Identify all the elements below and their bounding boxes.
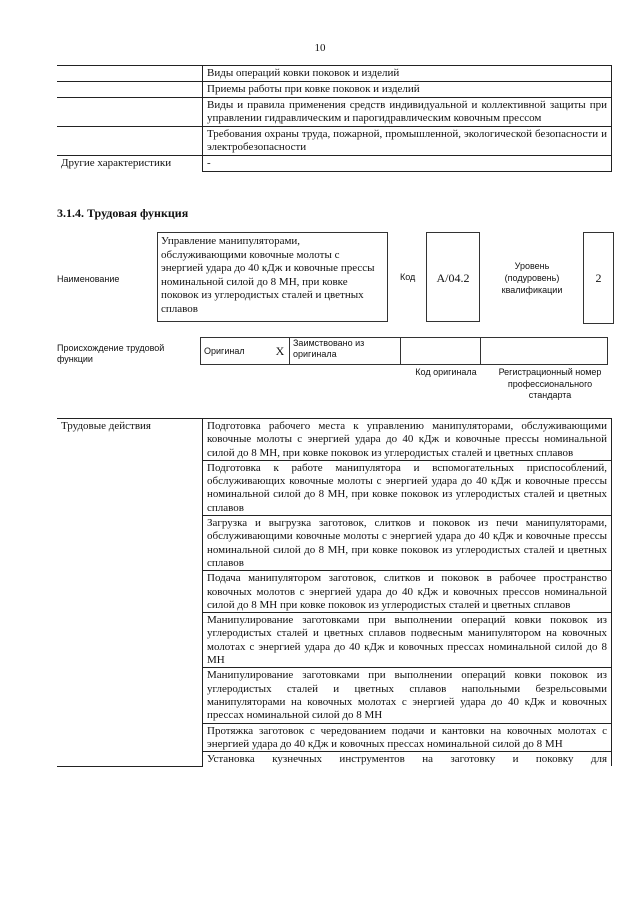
- origin-table: [200, 337, 608, 365]
- row-text: Приемы работы при ковке поковок и изделий: [203, 82, 612, 98]
- list-item: Подача манипулятором заготовок, слитков и поковок в рабочее пространство ковочных молотов с энергией удара до 40 кДж и ковочных прессов номинальной силой до 8 МН при ковке поковок из углеродистых сталей и цветных сплавов: [203, 571, 612, 613]
- level-label: Уровень (подуровень) квалификации: [501, 261, 563, 295]
- labor-actions-label: Трудовые действия: [57, 419, 203, 767]
- original-mark: X: [271, 338, 290, 365]
- list-item: Манипулирование заготовками при выполнении операций ковки поковок из углеродистых сталей и цветных сплавов напольными безрельсовыми манипуляторами на ковочных молотах с энергией удара до 40 кДж и ковочных прессах номинальной силой до 8 МН: [203, 668, 612, 723]
- table-row: [57, 127, 612, 156]
- row-label: [57, 98, 203, 127]
- table-row: [57, 156, 612, 172]
- row-text: Виды операций ковки поковок и изделий: [203, 66, 612, 82]
- other-characteristics-value: -: [203, 156, 612, 172]
- list-item: Загрузка и выгрузка заготовок, слитков и поковок из печи манипуляторами, обслуживающими ковочные молоты с энергией удара до 40 кДж и ковочные прессы номинальной силой до 8 МН, при ковке поковок из углеродистых сталей и цветных сплавов: [203, 516, 612, 571]
- list-item: Подготовка рабочего места к управлению манипуляторами, обслуживающими ковочные молоты с энергией удара до 40 кДж и ковочные прессы номинальной силой до 8 МН, при ковке поковок из углеродистых сталей и цветных сплавов: [203, 419, 612, 461]
- table-row: [57, 82, 612, 98]
- list-item: Протяжка заготовок с чередованием подачи и кантовки на ковочных молотах с энергией удара до 40 кДж и ковочных прессах номинальной силой до 8 МН: [203, 723, 612, 752]
- code-label: Код: [400, 272, 416, 282]
- row-text: Требования охраны труда, пожарной, промышленной, экологической безопасности и электробезопасности: [203, 127, 612, 156]
- table-row: [57, 419, 612, 461]
- code-original-label: Код оригинала: [415, 367, 477, 377]
- row-text: Виды и правила применения средств индивидуальной и коллективной защиты при управлении гидравлическим и парогидравлическим ковочным прессом: [203, 98, 612, 127]
- borrowed-label: Заимствовано из оригинала: [290, 338, 401, 365]
- reg-number-label: Регистрационный номер профессионального стандарта: [498, 367, 602, 400]
- code-value: A/04.2: [426, 232, 480, 322]
- other-characteristics-label: Другие характеристики: [57, 156, 203, 172]
- list-item: Установка кузнечных инструментов на заготовку и поковку для: [203, 752, 612, 767]
- level-value: 2: [583, 232, 614, 324]
- labor-actions-table: [57, 418, 612, 767]
- name-label: Наименование: [57, 274, 120, 284]
- code-original-cell: [401, 338, 481, 365]
- row-label: [57, 66, 203, 82]
- table-row: [57, 98, 612, 127]
- origin-label: Происхождение трудовой функции: [57, 343, 165, 364]
- row-label: [57, 127, 203, 156]
- page-number: 10: [314, 42, 326, 54]
- reg-number-cell: [481, 338, 608, 365]
- original-label: Оригинал: [201, 338, 272, 365]
- list-item: Подготовка к работе манипулятора и вспомогательных приспособлений, обслуживающих ковочные молоты с энергией удара до 40 кДж и ковочные прессы номинальной силой до 8 МН, при ковке поковок из углеродистых сталей и цветных сплавов: [203, 460, 612, 515]
- row-label: [57, 82, 203, 98]
- list-item: Манипулирование заготовками при выполнении операций ковки поковок из углеродистых сталей и цветных сплавов подвесным манипулятором на ковочных молотах с энергией удара до 40 кДж и ковочных прессах номинальной силой до 8 МН: [203, 613, 612, 668]
- knowledge-table: [57, 65, 612, 172]
- function-name-box: Управление манипуляторами, обслуживающими ковочные молоты с энергией удара до 40 кДж и ковочные прессы номинальной силой до 8 МН, при ковке поковок из углеродистых сталей и цветных сплавов: [157, 232, 388, 322]
- table-row: [57, 66, 612, 82]
- section-title: 3.1.4. Трудовая функция: [57, 206, 189, 220]
